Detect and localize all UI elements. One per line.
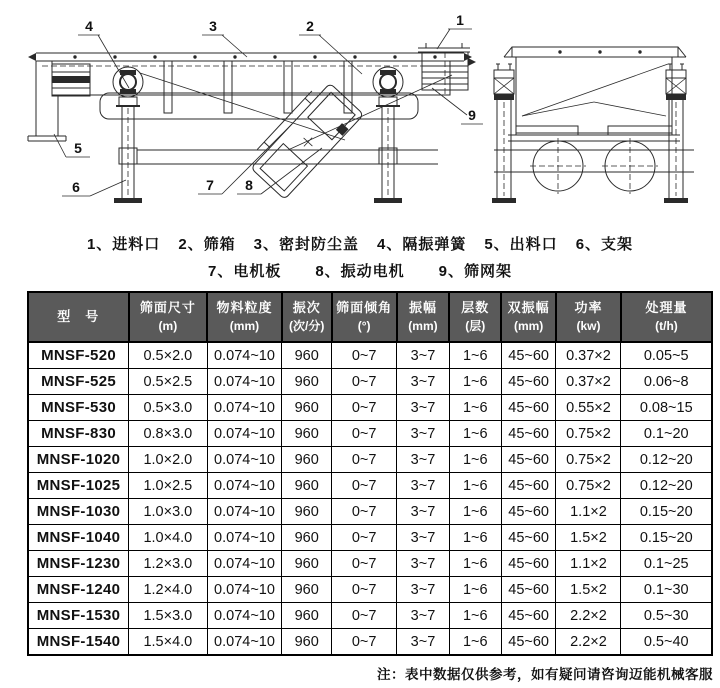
legend-item: 6、支架	[575, 236, 634, 253]
value-cell: 1.5×3.0	[129, 603, 208, 629]
value-cell: 1~6	[449, 551, 501, 577]
motor-end-circles	[530, 138, 658, 194]
value-cell: 0.1~25	[621, 551, 712, 577]
table-row	[28, 525, 712, 551]
value-cell: 0~7	[332, 473, 397, 499]
discharge-chute	[28, 61, 90, 141]
table-row	[28, 551, 712, 577]
value-cell: 0.5~40	[621, 629, 712, 656]
callout-1: 1	[456, 12, 464, 28]
column-header: 振次 (次/分)	[282, 292, 332, 342]
value-cell: 0.37×2	[556, 342, 621, 369]
value-cell: 960	[282, 525, 332, 551]
feed-inlet	[418, 43, 476, 96]
value-cell: 3~7	[397, 551, 450, 577]
value-cell: 3~7	[397, 499, 450, 525]
value-cell: 960	[282, 342, 332, 369]
cross-rail	[137, 150, 438, 164]
value-cell: 0~7	[332, 629, 397, 656]
value-cell: 0~7	[332, 577, 397, 603]
legend-item: 5、出料口	[484, 236, 558, 253]
technical-drawing	[0, 0, 720, 228]
value-cell: 960	[282, 577, 332, 603]
value-cell: 0.074~10	[207, 629, 282, 656]
value-cell: 45~60	[501, 551, 556, 577]
legend-item: 7、电机板	[207, 263, 282, 280]
value-cell: 0.15~20	[621, 525, 712, 551]
value-cell: 0.06~8	[621, 369, 712, 395]
value-cell: 960	[282, 421, 332, 447]
end-cover	[504, 47, 686, 57]
value-cell: 3~7	[397, 369, 450, 395]
value-cell: 3~7	[397, 629, 450, 656]
value-cell: 1.0×2.5	[129, 473, 208, 499]
value-cell: 960	[282, 551, 332, 577]
value-cell: 3~7	[397, 421, 450, 447]
value-cell: 960	[282, 447, 332, 473]
callout-4: 4	[85, 18, 93, 34]
value-cell: 45~60	[501, 473, 556, 499]
value-cell: 0.08~15	[621, 395, 712, 421]
end-box	[508, 57, 680, 141]
value-cell: 3~7	[397, 447, 450, 473]
value-cell: 1~6	[449, 603, 501, 629]
parts-legend	[0, 231, 720, 285]
model-cell: MNSF-520	[28, 342, 129, 369]
left-spring-leg	[113, 67, 143, 203]
value-cell: 45~60	[501, 369, 556, 395]
table-row	[28, 473, 712, 499]
value-cell: 45~60	[501, 577, 556, 603]
value-cell: 1~6	[449, 473, 501, 499]
value-cell: 0.074~10	[207, 473, 282, 499]
value-cell: 0.074~10	[207, 342, 282, 369]
value-cell: 0.75×2	[556, 421, 621, 447]
value-cell: 3~7	[397, 395, 450, 421]
model-cell: MNSF-1530	[28, 603, 129, 629]
value-cell: 1~6	[449, 629, 501, 656]
table-row	[28, 629, 712, 656]
value-cell: 960	[282, 499, 332, 525]
value-cell: 0.074~10	[207, 447, 282, 473]
table-row	[28, 603, 712, 629]
value-cell: 0.074~10	[207, 603, 282, 629]
value-cell: 45~60	[501, 499, 556, 525]
legend-item: 8、振动电机	[315, 263, 405, 280]
callout-9: 9	[468, 107, 476, 123]
value-cell: 2.2×2	[556, 603, 621, 629]
value-cell: 0.074~10	[207, 577, 282, 603]
legend-item: 2、筛箱	[178, 236, 236, 253]
legend-item: 9、筛网架	[438, 263, 513, 280]
callouts	[54, 12, 483, 196]
value-cell: 45~60	[501, 525, 556, 551]
value-cell: 3~7	[397, 473, 450, 499]
deck-cover	[28, 53, 472, 66]
table-row	[28, 421, 712, 447]
legend-row-1	[0, 231, 720, 258]
table-row	[28, 395, 712, 421]
value-cell: 1~6	[449, 395, 501, 421]
value-cell: 1~6	[449, 369, 501, 395]
side-view-drawing	[28, 12, 483, 203]
value-cell: 45~60	[501, 629, 556, 656]
value-cell: 0.12~20	[621, 447, 712, 473]
value-cell: 3~7	[397, 577, 450, 603]
value-cell: 0.37×2	[556, 369, 621, 395]
value-cell: 45~60	[501, 395, 556, 421]
value-cell: 1~6	[449, 447, 501, 473]
value-cell: 0.074~10	[207, 395, 282, 421]
value-cell: 1~6	[449, 525, 501, 551]
legend-item: 1、进料口	[86, 236, 161, 253]
callout-6: 6	[72, 179, 80, 195]
value-cell: 45~60	[501, 447, 556, 473]
column-header: 功率 (kw)	[556, 292, 621, 342]
value-cell: 0.074~10	[207, 421, 282, 447]
value-cell: 1.0×3.0	[129, 499, 208, 525]
value-cell: 960	[282, 473, 332, 499]
value-cell: 0~7	[332, 525, 397, 551]
value-cell: 0.75×2	[556, 473, 621, 499]
model-cell: MNSF-525	[28, 369, 129, 395]
column-header: 筛面尺寸 (m)	[129, 292, 208, 342]
callout-8: 8	[245, 177, 253, 193]
value-cell: 0~7	[332, 499, 397, 525]
value-cell: 1.1×2	[556, 499, 621, 525]
value-cell: 0.074~10	[207, 499, 282, 525]
value-cell: 960	[282, 603, 332, 629]
value-cell: 960	[282, 369, 332, 395]
value-cell: 0.074~10	[207, 525, 282, 551]
value-cell: 0.1~30	[621, 577, 712, 603]
value-cell: 0.8×3.0	[129, 421, 208, 447]
column-header: 物料粒度 (mm)	[207, 292, 282, 342]
footnote: 注：表中数据仅供参考，如有疑问请咨询迈能机械客服	[377, 667, 713, 682]
value-cell: 1.1×2	[556, 551, 621, 577]
value-cell: 0~7	[332, 421, 397, 447]
value-cell: 1~6	[449, 342, 501, 369]
table-row	[28, 577, 712, 603]
column-header: 层数 (层)	[449, 292, 501, 342]
callout-3: 3	[209, 18, 217, 34]
callout-2: 2	[306, 18, 314, 34]
value-cell: 0.5~30	[621, 603, 712, 629]
value-cell: 0.5×2.0	[129, 342, 208, 369]
model-cell: MNSF-1025	[28, 473, 129, 499]
value-cell: 1.0×4.0	[129, 525, 208, 551]
legend-row-2	[0, 258, 720, 285]
value-cell: 0~7	[332, 447, 397, 473]
value-cell: 1~6	[449, 577, 501, 603]
column-header: 筛面倾角 (°)	[332, 292, 397, 342]
value-cell: 1.5×4.0	[129, 629, 208, 656]
model-cell: MNSF-1230	[28, 551, 129, 577]
table-row	[28, 447, 712, 473]
spec-table	[27, 291, 713, 656]
spec-table-header-row	[28, 292, 712, 342]
end-view-drawing	[492, 47, 694, 203]
column-header: 处理量 (t/h)	[621, 292, 712, 342]
value-cell: 1~6	[449, 421, 501, 447]
value-cell: 3~7	[397, 603, 450, 629]
value-cell: 45~60	[501, 421, 556, 447]
column-header: 型 号	[28, 292, 129, 342]
right-spring-leg	[373, 67, 403, 203]
value-cell: 0.074~10	[207, 369, 282, 395]
model-cell: MNSF-530	[28, 395, 129, 421]
callout-5: 5	[74, 140, 82, 156]
table-row	[28, 342, 712, 369]
legend-item: 3、密封防尘盖	[253, 236, 359, 253]
value-cell: 1.5×2	[556, 525, 621, 551]
table-row	[28, 369, 712, 395]
table-row	[28, 499, 712, 525]
model-cell: MNSF-1540	[28, 629, 129, 656]
value-cell: 1~6	[449, 499, 501, 525]
value-cell: 3~7	[397, 342, 450, 369]
end-frame-rails	[494, 150, 694, 172]
legend-item: 4、隔振弹簧	[377, 236, 467, 253]
value-cell: 0.074~10	[207, 551, 282, 577]
value-cell: 960	[282, 629, 332, 656]
vibration-motor	[245, 78, 364, 200]
value-cell: 0~7	[332, 369, 397, 395]
value-cell: 960	[282, 395, 332, 421]
value-cell: 0~7	[332, 603, 397, 629]
value-cell: 1.0×2.0	[129, 447, 208, 473]
value-cell: 0~7	[332, 395, 397, 421]
value-cell: 3~7	[397, 525, 450, 551]
model-cell: MNSF-1020	[28, 447, 129, 473]
value-cell: 2.2×2	[556, 629, 621, 656]
value-cell: 1.2×3.0	[129, 551, 208, 577]
value-cell: 0.55×2	[556, 395, 621, 421]
value-cell: 0.1~20	[621, 421, 712, 447]
value-cell: 45~60	[501, 342, 556, 369]
value-cell: 0.15~20	[621, 499, 712, 525]
model-cell: MNSF-1030	[28, 499, 129, 525]
value-cell: 0.5×3.0	[129, 395, 208, 421]
column-header: 振幅 (mm)	[397, 292, 450, 342]
value-cell: 0~7	[332, 342, 397, 369]
value-cell: 0.12~20	[621, 473, 712, 499]
value-cell: 1.2×4.0	[129, 577, 208, 603]
model-cell: MNSF-1040	[28, 525, 129, 551]
column-header: 双振幅 (mm)	[501, 292, 556, 342]
value-cell: 0.5×2.5	[129, 369, 208, 395]
callout-7: 7	[206, 177, 214, 193]
value-cell: 1.5×2	[556, 577, 621, 603]
model-cell: MNSF-830	[28, 421, 129, 447]
value-cell: 0~7	[332, 551, 397, 577]
value-cell: 0.75×2	[556, 447, 621, 473]
value-cell: 45~60	[501, 603, 556, 629]
value-cell: 0.05~5	[621, 342, 712, 369]
model-cell: MNSF-1240	[28, 577, 129, 603]
end-left-leg	[492, 64, 516, 203]
spec-table-body	[28, 342, 712, 655]
